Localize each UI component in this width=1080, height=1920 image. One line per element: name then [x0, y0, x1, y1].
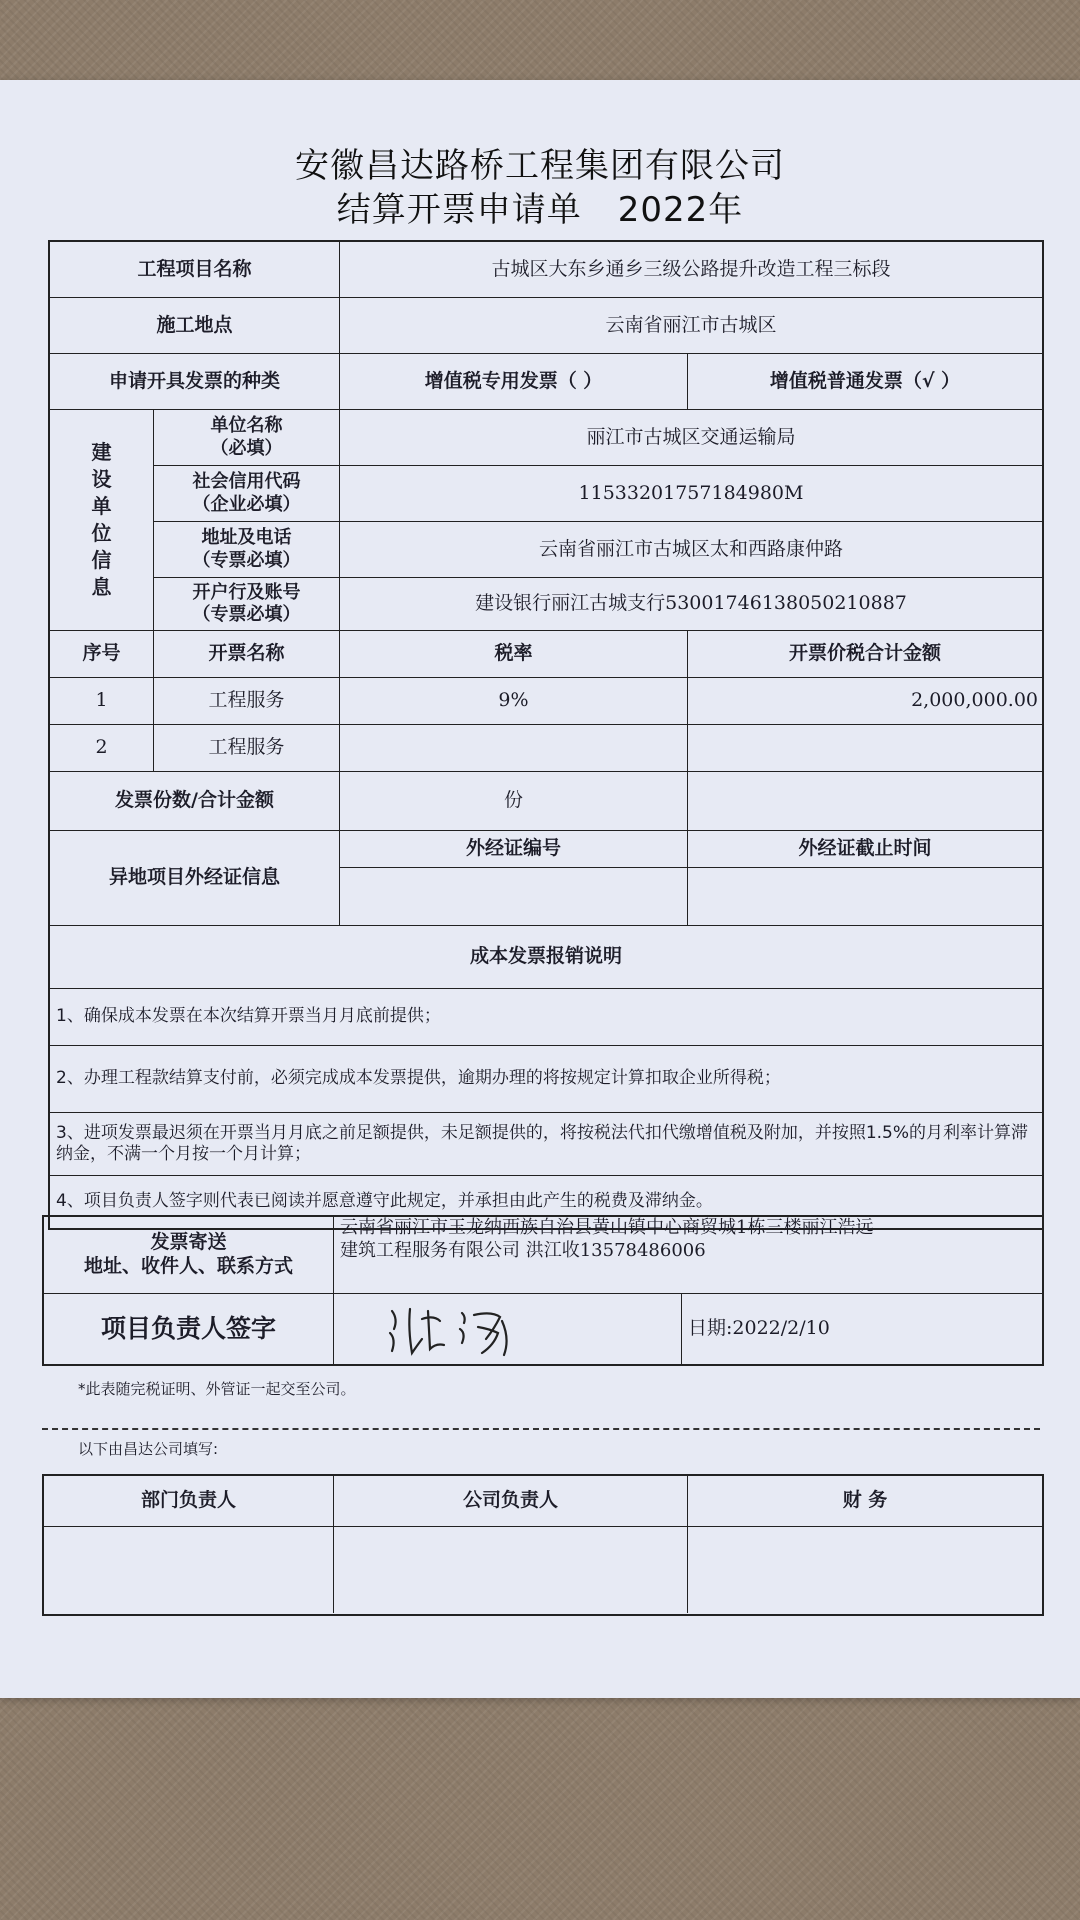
company-head-header: 公司负责人 — [334, 1476, 688, 1526]
unit-name-label — [154, 410, 340, 465]
item-rate: 9% — [340, 678, 688, 724]
cost-note-row — [50, 989, 1042, 1046]
bank-label — [154, 578, 340, 630]
cost-note-1: 1、确保成本发票在本次结算开票当月月底前提供； — [56, 1006, 441, 1027]
cost-note-2: 2、办理工程款结算支付前，必须完成成本发票提供，逾期办理的将按规定计算扣取企业所得税； — [56, 1068, 781, 1089]
address-label-main: 地址及电话 — [201, 527, 292, 548]
unit-name-value: 丽江市古城区交通运输局 — [586, 425, 796, 448]
col-header-rate: 税率 — [340, 631, 688, 677]
col-header-name: 开票名称 — [154, 631, 340, 677]
address-label — [154, 522, 340, 577]
company-head-sign — [334, 1527, 688, 1613]
credit-code-label-main: 社会信用代码 — [192, 471, 301, 492]
permit-headers — [340, 831, 1042, 868]
cost-note-3: 3、进项发票最迟须在开票当月月底之前足额提供，未足额提供的，将按税法代扣代缴增值税及附加，并按照1.5%的月利率计算滞纳金，不满一个月按一个月计算； — [56, 1122, 1029, 1164]
office-header-row — [44, 1476, 1042, 1527]
form-title-text: 结算开票申请单 — [336, 190, 582, 230]
special-invoice-option: 增值税专用发票（ ） — [340, 354, 688, 409]
permit-deadline-header: 外经证截止时间 — [798, 837, 932, 860]
permit-row — [50, 831, 1042, 926]
group-char: 位 — [91, 521, 112, 545]
totals-copies: 份 — [340, 772, 688, 830]
cost-note-row — [50, 1046, 1042, 1113]
builder-info-block — [50, 410, 1042, 631]
mailing-label-main: 发票寄送 — [150, 1231, 227, 1254]
form-title — [0, 182, 1080, 231]
permit-grid — [340, 831, 1042, 925]
col-header-amount: 开票价税合计金额 — [788, 642, 941, 665]
address-label-note: （专票必填） — [192, 549, 301, 571]
mailing-signature-table — [42, 1215, 1044, 1366]
company-title: 安徽昌达路桥工程集团有限公司 — [295, 146, 785, 186]
cut-line — [42, 1428, 1040, 1430]
footnote: *此表随完税证明、外管证一起交至公司。 — [78, 1380, 356, 1398]
office-approval-table — [42, 1474, 1044, 1616]
signature-area — [334, 1294, 682, 1364]
signature-label: 项目负责人签字 — [44, 1294, 334, 1364]
invoice-type-row — [50, 354, 1042, 410]
group-char: 建 — [91, 440, 112, 464]
dept-head-header: 部门负责人 — [44, 1476, 334, 1526]
group-char: 信 — [91, 548, 112, 572]
mailing-label — [44, 1217, 334, 1293]
group-char: 息 — [91, 575, 112, 599]
handwritten-signature — [382, 1299, 532, 1359]
site-label: 施工地点 — [50, 298, 340, 353]
credit-code-label-note: （企业必填） — [192, 493, 301, 515]
credit-code-label — [154, 466, 340, 521]
permit-label: 异地项目外经证信息 — [50, 831, 340, 925]
items-header-row — [50, 631, 1042, 678]
invoice-type-label: 申请开具发票的种类 — [50, 354, 340, 409]
project-name-row — [50, 242, 1042, 298]
cost-notes-title-row — [50, 926, 1042, 989]
dept-head-sign — [44, 1527, 334, 1613]
permit-number-value — [340, 868, 688, 925]
mailing-label-sub: 地址、收件人、联系方式 — [83, 1255, 293, 1277]
form-year: 2022年 — [617, 190, 744, 230]
mailing-value-line2: 建筑工程服务有限公司 洪江收13578486006 — [340, 1239, 706, 1261]
item-name: 工程服务 — [154, 678, 340, 724]
mailing-row — [44, 1217, 1042, 1294]
office-sign-row — [44, 1527, 1042, 1613]
settlement-form — [48, 240, 1044, 1230]
totals-label: 发票份数/合计金额 — [50, 772, 340, 830]
totals-amount — [688, 772, 1042, 830]
cost-notes-title: 成本发票报销说明 — [469, 945, 622, 968]
item-name: 工程服务 — [154, 725, 340, 771]
credit-code-value: 11533201757184980M — [578, 481, 804, 504]
signature-row — [44, 1294, 1042, 1364]
project-name-label: 工程项目名称 — [50, 242, 340, 297]
item-rate — [340, 725, 688, 771]
unit-name-label-main: 单位名称 — [210, 415, 283, 436]
item-amount: 2,000,000.00 — [911, 689, 1038, 712]
bank-label-note: （专票必填） — [192, 604, 301, 625]
mailing-value — [334, 1217, 1042, 1293]
finance-sign — [688, 1527, 1042, 1613]
group-char: 单 — [91, 494, 112, 518]
builder-info-rows — [154, 410, 1042, 630]
form-paper — [0, 80, 1080, 1698]
permit-deadline-value — [688, 868, 1042, 925]
col-header-no: 序号 — [50, 631, 154, 677]
builder-info-group-label — [50, 410, 154, 630]
totals-row — [50, 772, 1042, 831]
site-value: 云南省丽江市古城区 — [605, 313, 777, 336]
item-no: 1 — [50, 678, 154, 724]
finance-header: 财 务 — [842, 1489, 888, 1512]
office-fill-note: 以下由昌达公司填写: — [78, 1440, 219, 1458]
permit-number-header: 外经证编号 — [340, 831, 688, 867]
group-char: 设 — [91, 467, 112, 491]
unit-name-label-note: （必填） — [210, 437, 283, 459]
item-no: 2 — [50, 725, 154, 771]
address-value: 云南省丽江市古城区太和西路康仲路 — [538, 537, 843, 560]
table-row — [50, 725, 1042, 772]
cost-note-4: 4、项目负责人签字则代表已阅读并愿意遵守此规定，并承担由此产生的税费及滞纳金。 — [56, 1191, 713, 1212]
normal-invoice-option: 增值税普通发票（√ ） — [769, 369, 961, 392]
signature-date: 日期:2022/2/10 — [688, 1317, 830, 1340]
builder-row-unit-name — [154, 410, 1042, 466]
site-row — [50, 298, 1042, 354]
mailing-value-line1: 云南省丽江市玉龙纳西族自治县黄山镇中心商贸城1栋三楼丽江浩远 — [340, 1217, 874, 1238]
bank-label-main: 开户行及账号 — [192, 581, 301, 603]
builder-row-credit-code — [154, 466, 1042, 522]
builder-row-address — [154, 522, 1042, 578]
builder-row-bank — [154, 578, 1042, 630]
table-row — [50, 678, 1042, 725]
project-name-value: 古城区大东乡通乡三级公路提升改造工程三标段 — [491, 257, 891, 280]
cost-note-row — [50, 1113, 1042, 1176]
item-amount — [688, 725, 1042, 771]
bank-value: 建设银行丽江古城支行53001746138050210887 — [475, 592, 907, 615]
permit-values — [340, 868, 1042, 925]
